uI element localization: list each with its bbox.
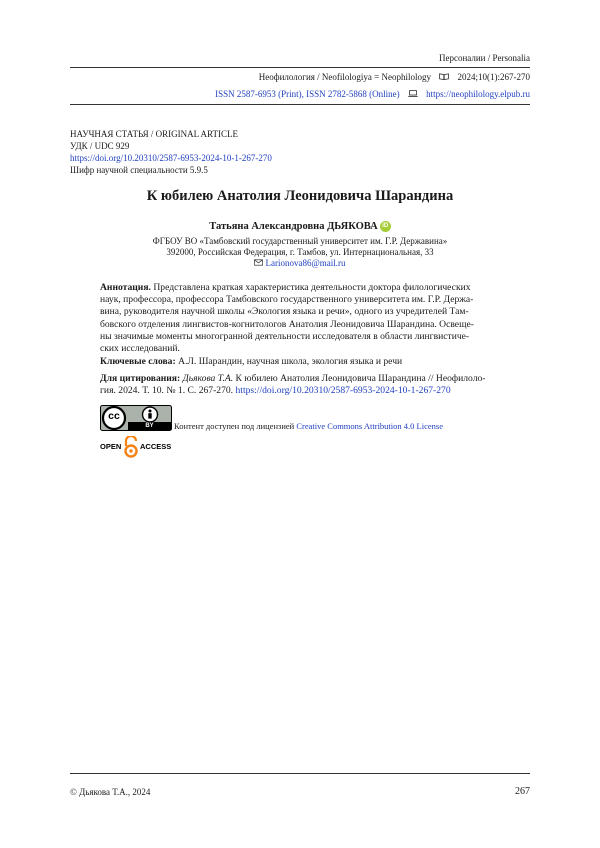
- cc-label: cc: [108, 410, 120, 422]
- udc-code: УДК / UDC 929: [70, 141, 130, 151]
- specialty-code: Шифр научной специальности 5.9.5: [70, 165, 208, 175]
- cc-by-badge[interactable]: [100, 405, 172, 431]
- open-word: OPEN: [100, 442, 122, 451]
- open-access-badge: [100, 436, 180, 458]
- abstract-label: Аннотация.: [100, 282, 151, 293]
- keywords-text: А.Л. Шарандин, научная школа, экология языка и речи: [178, 356, 403, 367]
- abstract-line-1: Представлена краткая характеристика деятельности доктора филологических: [153, 282, 471, 293]
- open-lock-icon: [123, 436, 139, 458]
- keywords: [100, 356, 530, 368]
- by-label: BY: [145, 423, 154, 429]
- section-label: Персоналии / Personalia: [439, 53, 530, 63]
- issn-text: ISSN 2587-6953 (Print), ISSN 2782-5868 (Online): [215, 89, 400, 99]
- citation-text-1: К юбилею Анатолия Леонидовича Шарандина // Неофилоло-: [235, 373, 486, 384]
- article-type: НАУЧНАЯ СТАТЬЯ / ORIGINAL ARTICLE: [70, 129, 238, 139]
- header-rule-top: [70, 67, 530, 68]
- abstract: [100, 282, 530, 355]
- journal-name: Неофилология / Neofilologiya = Neophilology: [258, 72, 431, 82]
- license-text: Контент доступен под лицензией: [174, 421, 295, 431]
- citation-text-2: гия. 2024. Т. 10. № 1. С. 267-270.: [100, 385, 234, 397]
- license-line: [174, 421, 443, 431]
- issn-line: [215, 89, 530, 99]
- page-number: 267: [515, 786, 530, 797]
- issue-info: 2024;10(1):267-270: [457, 72, 530, 82]
- citation-author: Дьякова Т.А.: [182, 373, 234, 384]
- laptop-icon: [408, 90, 418, 97]
- copyright: © Дьякова Т.А., 2024: [70, 787, 151, 797]
- author-name: Татьяна Александровна ДЬЯКОВА: [209, 221, 378, 232]
- citation: [100, 373, 530, 397]
- envelope-icon: [254, 259, 263, 266]
- header-rule-bottom: [70, 104, 530, 105]
- open-book-icon: [439, 73, 449, 80]
- affiliation: ФГБОУ ВО «Тамбовский государственный университет им. Г.Р. Державина»: [152, 236, 448, 246]
- keywords-label: Ключевые слова:: [100, 356, 176, 367]
- abstract-line-5: ны значимые моменты многогранной деятельности исследователя в области лингвистиче-: [100, 330, 470, 342]
- abstract-line-2: наук, профессора, профессора Тамбовского государственного университета им. Г.Р. Держа-: [100, 294, 474, 306]
- journal-line: [259, 72, 530, 82]
- citation-doi-link[interactable]: https://doi.org/10.20310/2587-6953-2024-10-1-267-270: [235, 385, 451, 397]
- email-line: [70, 258, 530, 268]
- orcid-icon[interactable]: iD: [380, 221, 391, 232]
- footer-rule: [70, 773, 530, 774]
- citation-label: Для цитирования:: [100, 373, 181, 384]
- author-line: [70, 221, 530, 232]
- address: 392000, Российская Федерация, г. Тамбов, ул. Интернациональная, 33: [166, 247, 434, 257]
- article-title: К юбилею Анатолия Леонидовича Шарандина: [146, 188, 454, 204]
- article-meta: [70, 128, 272, 176]
- author-email-link[interactable]: Larionova86@mail.ru: [265, 258, 346, 268]
- abstract-line-3: вина, руководителя научной школы «Экология языка и речи», одного из учредителей Там-: [100, 306, 469, 318]
- journal-site-link[interactable]: https://neophilology.elpub.ru: [426, 89, 530, 99]
- article-doi-link[interactable]: https://doi.org/10.20310/2587-6953-2024-10-1-267-270: [70, 153, 272, 163]
- license-link[interactable]: Creative Commons Attribution 4.0 License: [296, 421, 443, 431]
- abstract-line-4: бовского отделения лингвистов-когнитологов Анатолия Леонидовича Шарандина. Освеще-: [100, 318, 474, 330]
- abstract-line-6: ских исследований.: [100, 343, 180, 355]
- access-word: ACCESS: [140, 442, 172, 451]
